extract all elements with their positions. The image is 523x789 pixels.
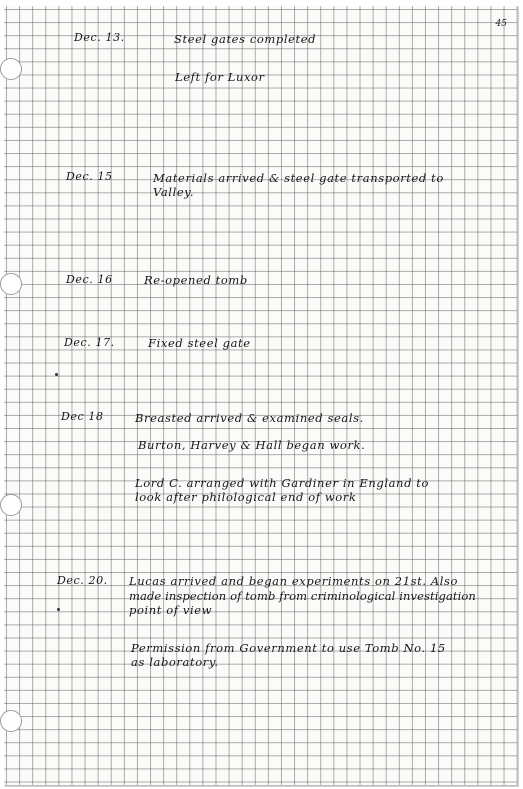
entry-line: look after philological end of work bbox=[135, 490, 357, 504]
entry-line: Valley. bbox=[153, 185, 195, 199]
entry-line: Steel gates completed bbox=[174, 32, 317, 46]
binder-hole bbox=[0, 58, 22, 80]
entry-line: Fixed steel gate bbox=[148, 336, 251, 350]
entry-line: Lord C. arranged with Gardiner in England to bbox=[135, 476, 430, 490]
entry-date: Dec. 16 bbox=[66, 273, 113, 286]
notebook-page bbox=[4, 6, 518, 786]
entry-line: Burton, Harvey & Hall began work. bbox=[138, 438, 366, 452]
entry-line: Materials arrived & steel gate transported to bbox=[153, 171, 444, 185]
binder-hole bbox=[0, 710, 22, 732]
entry-line: made inspection of tomb from criminological investigation bbox=[129, 589, 476, 603]
entry-date: Dec. 17. bbox=[64, 336, 115, 349]
entry-date: Dec. 13. bbox=[74, 31, 125, 44]
ink-mark bbox=[57, 608, 60, 611]
entry-line: as laboratory. bbox=[131, 655, 219, 669]
entry-line: point of view bbox=[129, 603, 213, 617]
ink-mark bbox=[55, 373, 58, 376]
entry-line: Left for Luxor bbox=[175, 70, 265, 84]
binder-hole bbox=[0, 494, 22, 516]
entry-line: Permission from Government to use Tomb No. 15 bbox=[131, 641, 446, 655]
entry-date: Dec. 15 bbox=[66, 170, 113, 183]
entry-line: Breasted arrived & examined seals. bbox=[135, 411, 364, 425]
binder-hole bbox=[0, 273, 22, 295]
entry-date: Dec. 20. bbox=[57, 574, 108, 587]
entry-date: Dec 18 bbox=[61, 410, 104, 423]
entry-line: Lucas arrived and began experiments on 21st. Also bbox=[129, 574, 459, 588]
entry-line: Re-opened tomb bbox=[144, 273, 248, 287]
page-number: 45 bbox=[495, 19, 507, 29]
